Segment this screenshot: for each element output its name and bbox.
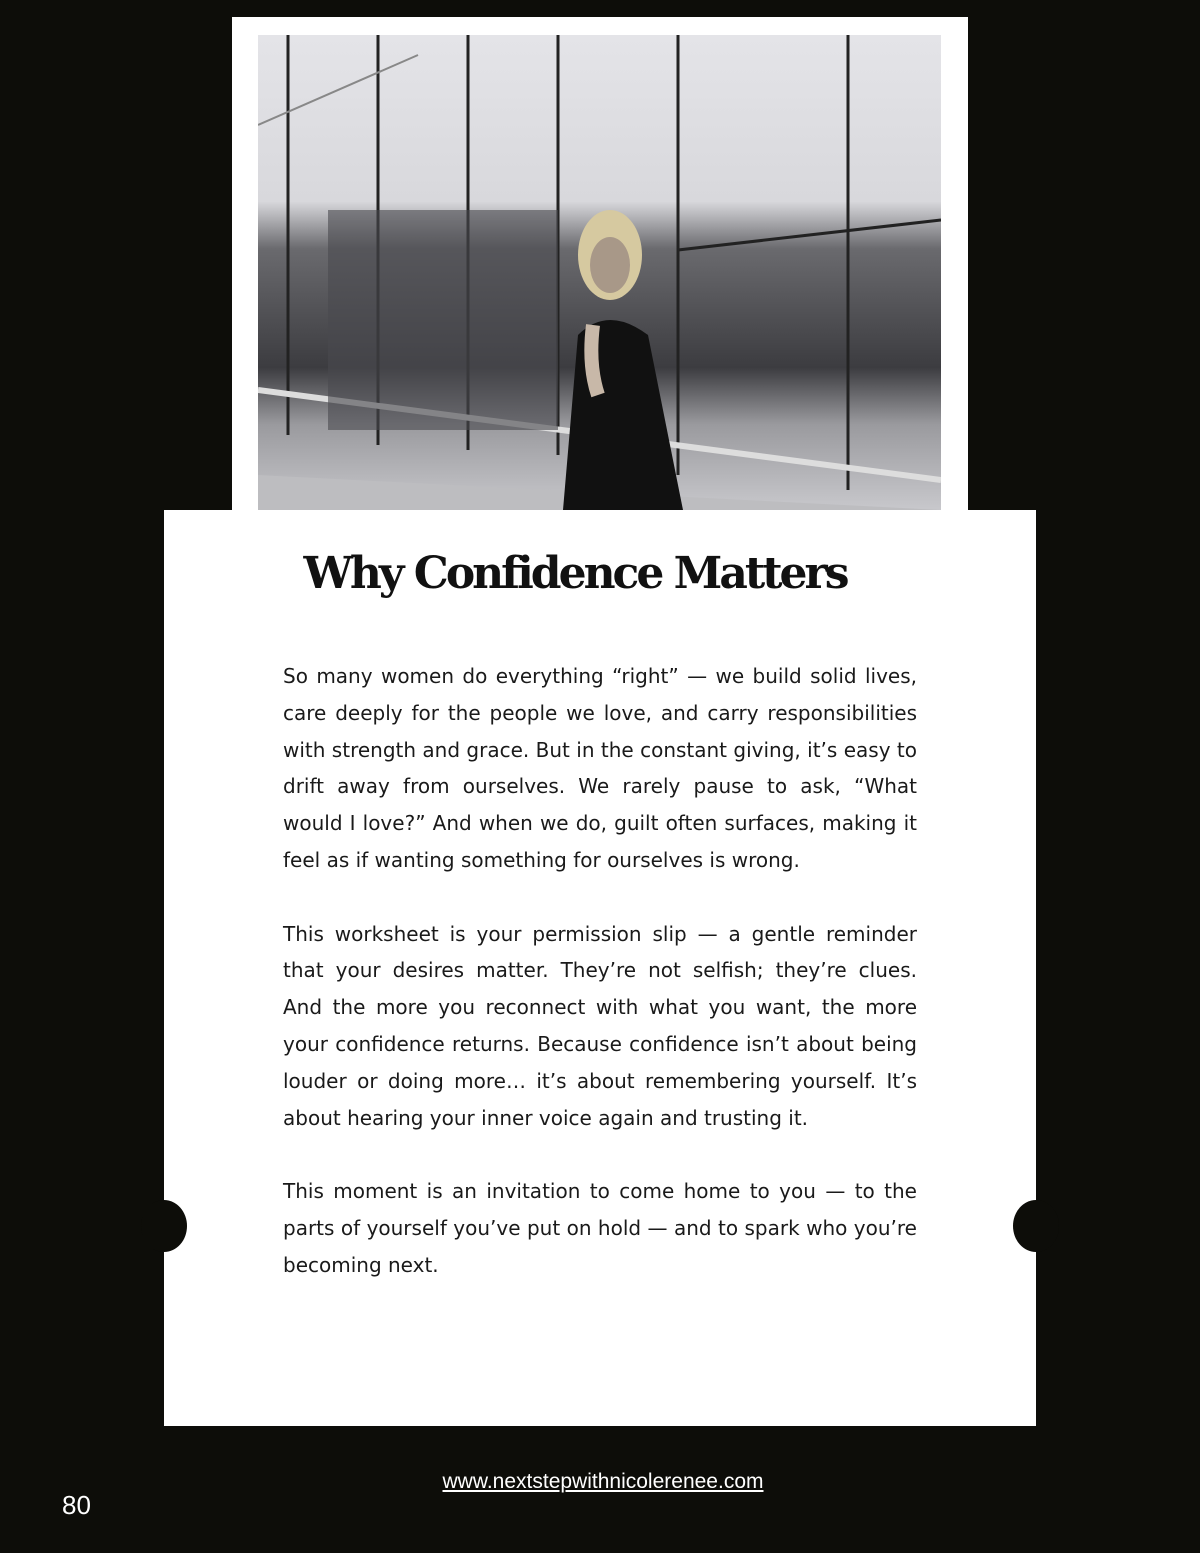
- page-number: 80: [62, 1490, 91, 1520]
- right-notch: [1013, 1200, 1059, 1252]
- paragraph: So many women do everything “right” — we build solid lives, care deeply for the people we love, and carry responsibilities with strength and grace. But in the constant giving, it’s easy to drift away from ourselves. We rarely pause to ask, “What would I love?” And when we do, guilt often surfaces, making it feel as if wanting something for ourselves is wrong.: [283, 664, 917, 872]
- portrait-photo: [258, 35, 941, 510]
- paragraph: This moment is an invitation to come home to you — to the parts of yourself you’ve put on hold — and to spark who you’re becoming next.: [283, 1179, 917, 1277]
- body-text: [283, 658, 917, 1320]
- page-title: Why Confidence Matters: [303, 548, 847, 599]
- paragraph: This worksheet is your permission slip — a gentle reminder that your desires matter. They’re not selfish; they’re clues. And the more you reconnect with what you want, the more your confidence returns. Because confidence isn’t about being louder or doing more… it’s about remembering yourself. It’s about hearing your inner voice again and trusting it.: [283, 921, 917, 1130]
- left-notch: [141, 1200, 187, 1252]
- website-link[interactable]: www.nextstepwithnicolerenee.com: [442, 1470, 764, 1493]
